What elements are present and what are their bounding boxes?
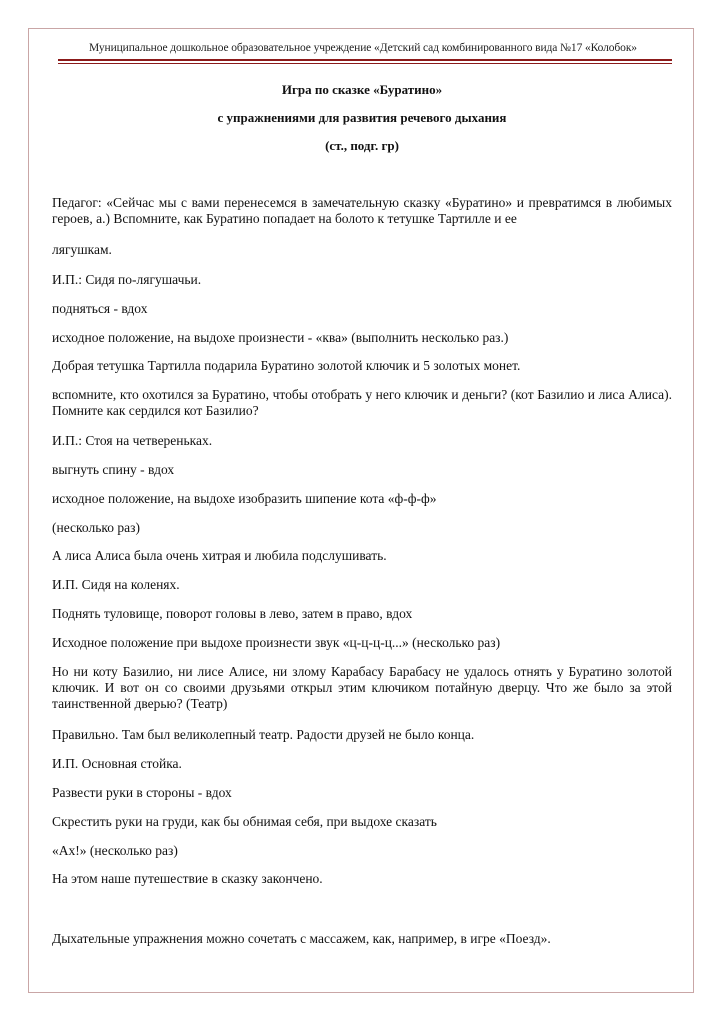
paragraph: И.П.: Сидя по-лягушачьи. [52, 272, 202, 287]
paragraph: И.П. Сидя на коленях. [52, 577, 180, 592]
paragraph: Скрестить руки на груди, как бы обнимая себя, при выдохе сказать [52, 814, 437, 829]
header-rule-thick [58, 59, 672, 61]
paragraph: «Ах!» (несколько раз) [52, 843, 178, 858]
paragraph: вспомните, кто охотился за Буратино, чтобы отобрать у него ключик и деньги? (кот Базилио и лиса Алиса). Помните как сердился кот Базилио? [52, 387, 672, 418]
title-line-3: (ст., подг. гр) [325, 138, 399, 153]
paragraph: Но ни коту Базилио, ни лисе Алисе, ни злому Карабасу Барабасу не удалось отнять у Буратино золотой ключик. И вот он со своими друзьями открыл этим ключиком потайную дверцу. Что же было за этой таинственной дверью? (Театр) [52, 664, 672, 711]
paragraph-intro: Педагог: «Сейчас мы с вами перенесемся в замечательную сказку «Буратино» и превратимся в любимых героев, а.) Вспомните, как Буратино попадает на болото к тетушке Тартилле и ее [52, 195, 672, 226]
paragraph: Исходное положение при выдохе произнести звук «ц-ц-ц-ц...» (несколько раз) [52, 635, 501, 650]
paragraph: И.П.: Стоя на четвереньках. [52, 433, 213, 448]
paragraph: выгнуть спину - вдох [52, 462, 175, 477]
paragraph: И.П. Основная стойка. [52, 756, 182, 771]
paragraph: Поднять туловище, поворот головы в лево, затем в право, вдох [52, 606, 413, 621]
paragraph: Правильно. Там был великолепный театр. Радости друзей не было конца. [52, 727, 475, 742]
paragraph: подняться - вдох [52, 301, 148, 316]
paragraph: (несколько раз) [52, 520, 140, 535]
paragraph-closing: Дыхательные упражнения можно сочетать с массажем, как, например, в игре «Поезд». [52, 931, 551, 946]
paragraph: На этом наше путешествие в сказку закончено. [52, 871, 323, 886]
paragraph: лягушкам. [52, 242, 112, 257]
institution-header: Муниципальное дошкольное образовательное учреждение «Детский сад комбинированного вида №17 «Колобок» [89, 42, 637, 54]
paragraph: исходное положение, на выдохе изобразить шипение кота «ф-ф-ф» [52, 491, 437, 506]
paragraph: Добрая тетушка Тартилла подарила Буратино золотой ключик и 5 золотых монет. [52, 358, 521, 373]
title-line-1: Игра по сказке «Буратино» [281, 82, 443, 97]
paragraph: исходное положение, на выдохе произнести - «ква» (выполнить несколько раз.) [52, 330, 509, 345]
paragraph: А лиса Алиса была очень хитрая и любила подслушивать. [52, 548, 387, 563]
title-line-2: с упражнениями для развития речевого дыхания [217, 110, 507, 125]
header-rule-thin [58, 63, 672, 64]
paragraph: Развести руки в стороны - вдох [52, 785, 232, 800]
